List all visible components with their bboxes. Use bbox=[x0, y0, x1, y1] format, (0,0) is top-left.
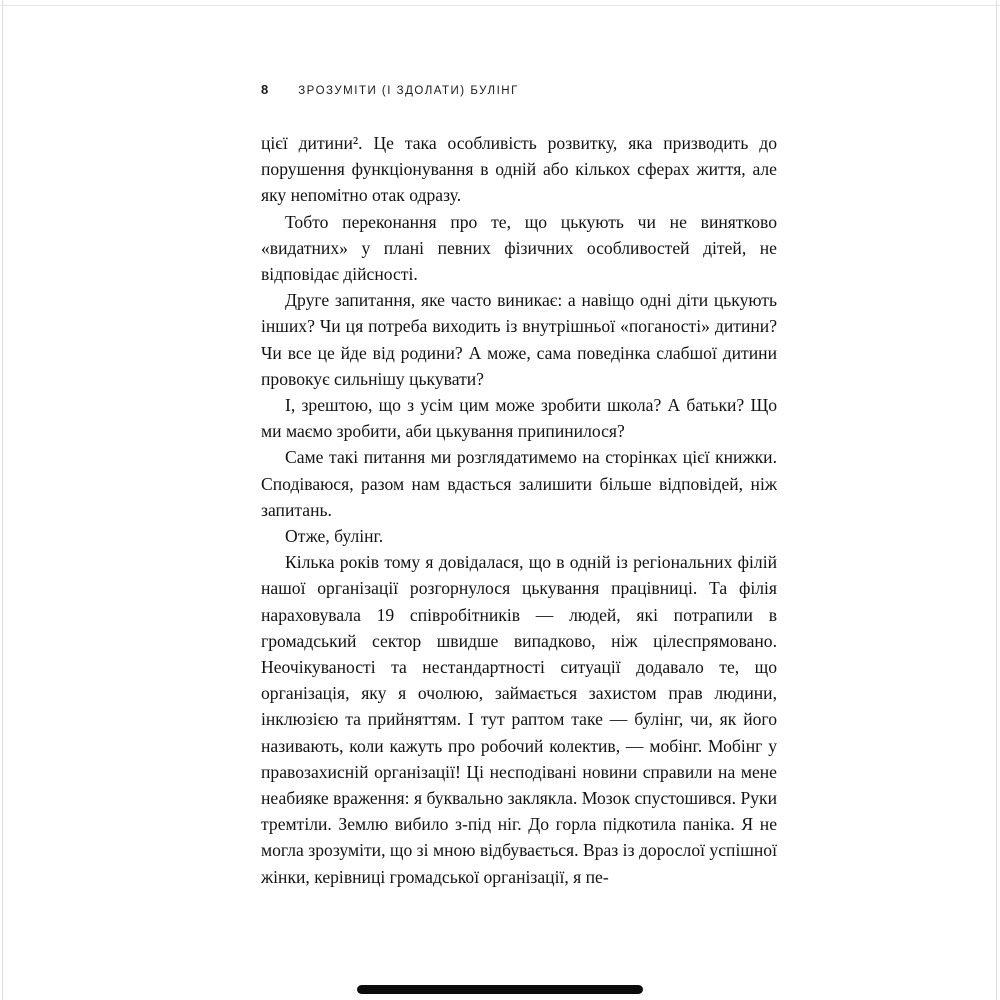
paragraph: Отже, булінг. bbox=[285, 526, 384, 547]
page-edge-right bbox=[996, 0, 997, 1000]
paragraph: Саме такі питання ми розглядатимемо на сторінках цієї книжки. Сподіваюся, разом нам вдасться залишити більше відповідей, ніж запитань. bbox=[261, 447, 777, 520]
page-edge-top bbox=[0, 5, 1000, 6]
paragraph: Тобто переконання про те, що цькують чи не винятково «видатних» у плані певних фізичних особливостей дітей, не відповідає дійсності. bbox=[261, 211, 777, 285]
home-indicator-bar[interactable] bbox=[357, 985, 643, 994]
paragraph: І, зрештою, що з усім цим може зробити школа? А батьки? Що ми маємо зробити, аби цькування припинилося? bbox=[261, 395, 777, 442]
running-header bbox=[261, 82, 777, 97]
running-title: ЗРОЗУМІТИ (І ЗДОЛАТИ) БУЛІНГ bbox=[298, 85, 519, 97]
paragraph: цієї дитини². Це така особливість розвитку, яка призводить до порушення функціонування в одній або кількох сферах життя, але яку непомітно отак одразу. bbox=[261, 133, 777, 206]
page-number: 8 bbox=[261, 82, 269, 97]
page-edge-left bbox=[2, 0, 3, 1000]
paragraph: Друге запитання, яке часто виникає: а навіщо одні діти цькують інших? Чи ця потреба виходить із внутрішньої «поганості» дитини? Чи все це йде від родини? А може, сама поведінка слабшої дитини провокує сильнішу цькувати? bbox=[261, 290, 777, 389]
page-text bbox=[261, 130, 777, 890]
paragraph: Кілька років тому я довідалася, що в одній із регіональних філій нашої організації розгорнулося цькування працівниці. Та філія нараховувала 19 співробітників — людей, які потрапили в громадський сектор швидше випадково, ніж цілеспрямовано. Неочікуваності та нестандартності ситуації додавало те, що організація, яку я очолюю, займається захистом прав людини, інклюзією та прийняттям. І тут раптом таке — булінг, чи, як його називають, коли кажуть про робочий колектив, — мобінг. Мобінг у правозахисній організації! Ці несподівані новини справили на мене неабияке враження: я буквально заклякла. Мозок спустошився. Руки тремтіли. Землю вибило з-під ніг. До горла підкотила паніка. Я не могла зрозуміти, що зі мною відбувається. Враз із дорослої успішної жінки, керівниці громадської організації, я пе- bbox=[261, 552, 777, 887]
